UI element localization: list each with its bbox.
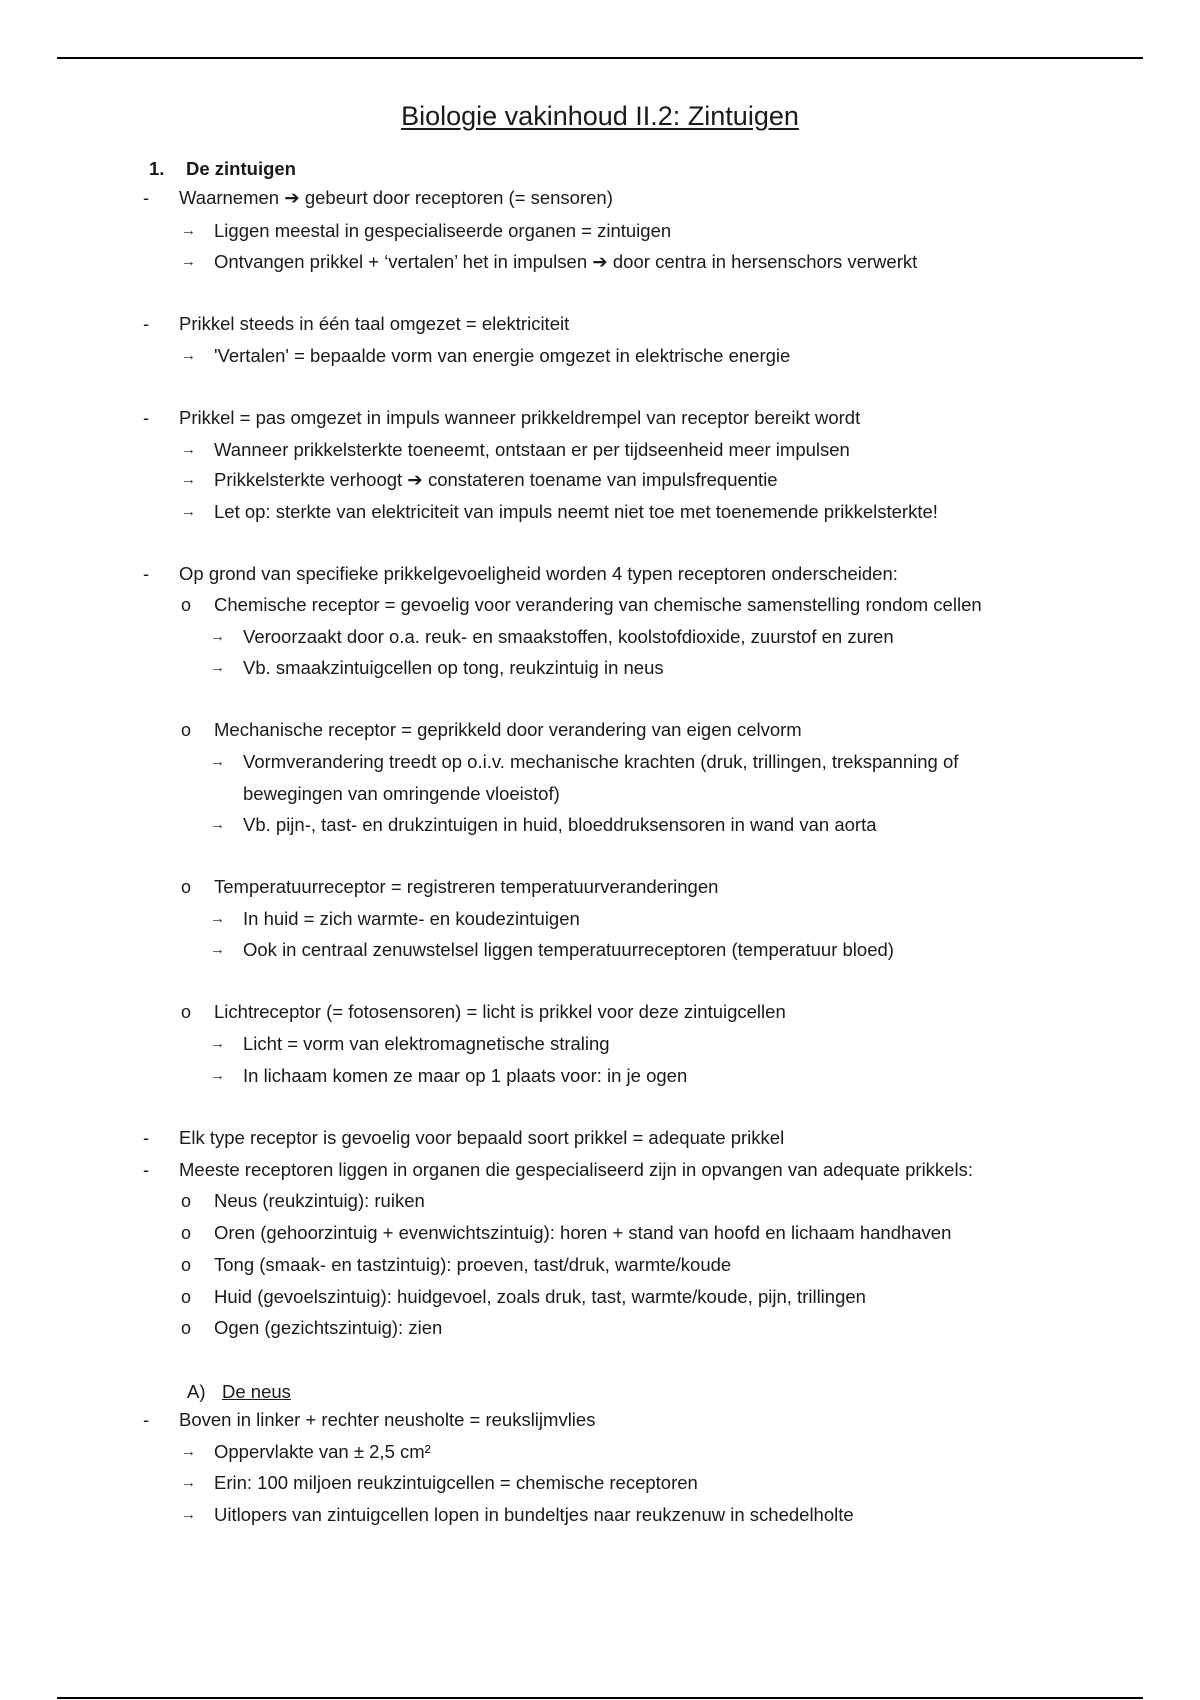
circle-bullet-icon: o [181,720,192,740]
circle-bullet-icon: o [181,1287,192,1307]
arrow-icon: → [181,253,196,270]
arrow-icon: → [181,347,196,364]
bullet-text: Huid (gevoelszintuig): huidgevoel, zoals druk, tast, warmte/koude, pijn, trillingen [214,1286,866,1307]
dash-marker: - [143,563,150,584]
circle-bullet-icon: o [181,1191,192,1211]
circle-bullet-icon: o [181,877,192,897]
bullet-text: Vb. smaakzintuigcellen op tong, reukzintuig in neus [243,657,664,678]
bullet-text: 'Vertalen' = bepaalde vorm van energie omgezet in elektrische energie [214,345,791,366]
circle-bullet-icon: o [181,1002,192,1022]
arrow-icon: → [210,1067,225,1084]
bullet-text: Elk type receptor is gevoelig voor bepaald soort prikkel = adequate prikkel [179,1127,785,1148]
bullet-text: Lichtreceptor (= fotosensoren) = licht is prikkel voor deze zintuigcellen [214,1001,786,1022]
bullet-text: Oren (gehoorzintuig + evenwichtszintuig): horen + stand van hoofd en lichaam handhaven [214,1222,952,1243]
bullet-text: Prikkel steeds in één taal omgezet = elektriciteit [179,313,570,334]
bullet-text: Wanneer prikkelsterkte toeneemt, ontstaan er per tijdseenheid meer impulsen [214,439,850,460]
bullet-text: Ogen (gezichtszintuig): zien [214,1317,443,1338]
bullet-text: In lichaam komen ze maar op 1 plaats voor: in je ogen [243,1065,688,1086]
arrow-icon: → [210,1035,225,1052]
bullet-text: Chemische receptor = gevoelig voor verandering van chemische samenstelling rondom cellen [214,594,982,615]
subsection-heading: De neus [222,1381,291,1402]
arrow-icon: → [181,1443,196,1460]
circle-bullet-icon: o [181,1318,192,1338]
bullet-text: Let op: sterkte van elektriciteit van impuls neemt niet toe met toenemende prikkelsterkte! [214,501,938,522]
arrow-icon: → [210,659,225,676]
bullet-text: Prikkel = pas omgezet in impuls wanneer prikkeldrempel van receptor bereikt wordt [179,407,861,428]
dash-marker: - [143,1409,150,1430]
bullet-text: Vb. pijn-, tast- en drukzintuigen in huid, bloeddruksensoren in wand van aorta [243,814,877,835]
bottom-rule [57,1697,1143,1699]
dash-marker: - [143,313,150,334]
arrow-icon: → [210,816,225,833]
dash-marker: - [143,1127,150,1148]
arrow-icon: → [181,441,196,458]
bullet-text: Mechanische receptor = geprikkeld door verandering van eigen celvorm [214,719,802,740]
bullet-text: Liggen meestal in gespecialiseerde organen = zintuigen [214,220,672,241]
bullet-text: In huid = zich warmte- en koudezintuigen [243,908,580,929]
dash-marker: - [143,407,150,428]
arrow-icon: → [210,753,225,770]
arrow-icon: → [210,910,225,927]
bullet-text: Ook in centraal zenuwstelsel liggen temperatuurreceptoren (temperatuur bloed) [243,939,894,960]
arrow-icon: → [181,222,196,239]
bullet-text: Neus (reukzintuig): ruiken [214,1190,425,1211]
bullet-text: Erin: 100 miljoen reukzintuigcellen = chemische receptoren [214,1472,698,1493]
circle-bullet-icon: o [181,1223,192,1243]
subsection-letter: A) [187,1381,206,1402]
arrow-icon: → [181,471,196,488]
bullet-text: Prikkelsterkte verhoogt ➔ constateren toename van impulsfrequentie [214,469,778,490]
bullet-text: Vormverandering treedt op o.i.v. mechanische krachten (druk, trillingen, trekspanning of [243,751,959,772]
section-heading: De zintuigen [186,158,296,179]
bullet-text: Tong (smaak- en tastzintuig): proeven, tast/druk, warmte/koude [214,1254,732,1275]
arrow-icon: → [181,1506,196,1523]
bullet-text: Ontvangen prikkel + ‘vertalen’ het in impulsen ➔ door centra in hersenschors verwerkt [214,251,918,272]
bullet-text: Waarnemen ➔ gebeurt door receptoren (= sensoren) [179,187,613,208]
bullet-text: Op grond van specifieke prikkelgevoeligheid worden 4 typen receptoren onderscheiden: [179,563,898,584]
dash-marker: - [143,1159,150,1180]
arrow-icon: → [210,628,225,645]
page-title: Biologie vakinhoud II.2: Zintuigen [401,101,799,131]
bullet-text: Meeste receptoren liggen in organen die gespecialiseerd zijn in opvangen van adequate prikkels: [179,1159,973,1180]
bullet-text: Uitlopers van zintuigcellen lopen in bundeltjes naar reukzenuw in schedelholte [214,1504,854,1525]
dash-marker: - [143,187,150,208]
bullet-text: Temperatuurreceptor = registreren temperatuurveranderingen [214,876,719,897]
section-number: 1. [149,158,165,179]
arrow-icon: → [181,1474,196,1491]
arrow-icon: → [210,941,225,958]
circle-bullet-icon: o [181,1255,192,1275]
bullet-text: Oppervlakte van ± 2,5 cm² [214,1441,431,1462]
bullet-text: Veroorzaakt door o.a. reuk- en smaakstoffen, koolstofdioxide, zuurstof en zuren [243,626,894,647]
bullet-text: Licht = vorm van elektromagnetische straling [243,1033,610,1054]
bullet-text: Boven in linker + rechter neusholte = reukslijmvlies [179,1409,596,1430]
bullet-text-continued: bewegingen van omringende vloeistof) [243,783,560,804]
top-rule [57,57,1143,59]
arrow-icon: → [181,503,196,520]
circle-bullet-icon: o [181,595,192,615]
